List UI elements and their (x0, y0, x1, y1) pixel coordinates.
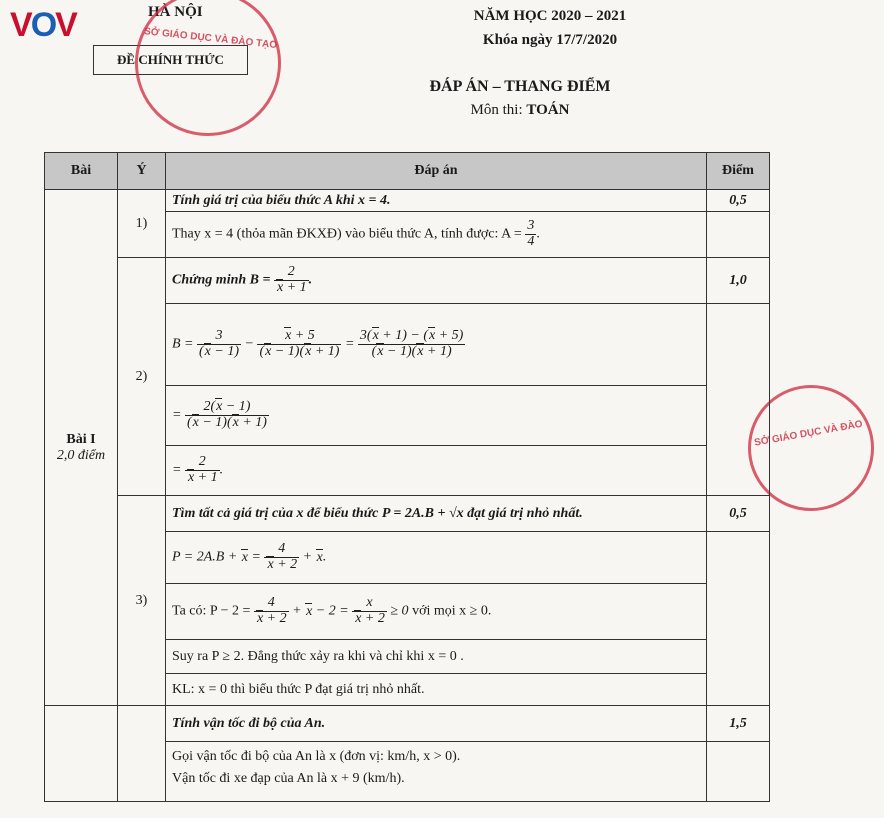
red-seal-stamp: SỞ GIÁO DỤC VÀ ĐÀO TẠO (128, 0, 288, 143)
doc-title: ĐÁP ÁN – THANG ĐIỂM (429, 78, 611, 95)
official-box: ĐỀ CHÍNH THỨC (93, 45, 248, 75)
table-row (45, 258, 770, 304)
header-answer: Đáp án (166, 153, 707, 190)
table-row (45, 190, 770, 212)
table-header-row (45, 153, 770, 190)
q4-line2: Vận tốc đi xe đạp của An là x + 9 (km/h). (172, 771, 405, 786)
q3-line3: Suy ra P ≥ 2. Đẳng thức xảy ra khi và chỉ khi x = 0 . (166, 640, 707, 674)
q2-score: 1,0 (707, 258, 770, 304)
q1-num: 1) (118, 190, 166, 258)
header-score: Điểm (707, 153, 770, 190)
vov-logo: VOV (10, 6, 76, 44)
header-y: Ý (118, 153, 166, 190)
subject-line: Môn thi: TOÁN (470, 102, 570, 118)
table-row (45, 706, 770, 742)
city-label: HÀ NỘI (148, 4, 203, 20)
red-seal-stamp-2: SỞ GIÁO DỤC VÀ ĐÀO (738, 375, 884, 521)
q1-prompt: Tính giá trị của biểu thức A khi x = 4. (166, 190, 707, 212)
q3-line1: P = 2A.B + x = $\frac{4}{x + 2}$ + x. (166, 532, 707, 584)
q3-line4: KL: x = 0 thì biểu thức P đạt giá trị nhỏ nhất. (166, 674, 707, 706)
q1-answer: Thay x = 4 (thỏa mãn ĐKXĐ) vào biểu thức A, tính được: A = $\frac{3}{4}$ . (166, 212, 707, 258)
q4-score: 1,5 (707, 706, 770, 742)
q4-line1: Gọi vận tốc đi bộ của An là x (đơn vị: km/h, x > 0). (172, 749, 461, 764)
q3-num: 3) (118, 496, 166, 706)
q4-prompt: Tính vận tốc đi bộ của An. (166, 706, 707, 742)
q1-score: 0,5 (707, 190, 770, 212)
q2-num: 2) (118, 258, 166, 496)
q2-prompt: Chứng minh B = $\frac{2}{x + 1}$ . (166, 258, 707, 304)
q2-step2: = $\frac{2(x - 1)}{(x - 1)(x + 1)}$ (166, 386, 707, 446)
q3-prompt: Tìm tất cả giá trị của x để biểu thức P = 2A.B + √x đạt giá trị nhỏ nhất. (166, 496, 707, 532)
q2-step3: = $\frac{2}{x + 1}$ . (166, 446, 707, 496)
q2-step1: B = $\frac{3}{(x - 1)}$ − $\frac{x + 5}{(x - 1)(x + 1)}$ = $\frac{3(x + 1) - (x + 5)}{(x - 1)(x + 1)}$ (166, 304, 707, 386)
answer-table (44, 152, 770, 802)
school-year: NĂM HỌC 2020 – 2021 (473, 8, 627, 24)
q3-score: 0,5 (707, 496, 770, 532)
header-bai: Bài (45, 153, 118, 190)
bai-1-cell: Bài I 2,0 điểm (45, 190, 118, 706)
exam-info (430, 4, 670, 52)
q4-lines (166, 742, 707, 802)
q3-line2: Ta có: P − 2 = $\frac{4}{x + 2}$ + x − 2 = $\frac{x}{x + 2}$ ≥ 0 với mọi x ≥ 0. (166, 584, 707, 640)
table-row (45, 496, 770, 532)
exam-date: Khóa ngày 17/7/2020 (482, 32, 618, 48)
